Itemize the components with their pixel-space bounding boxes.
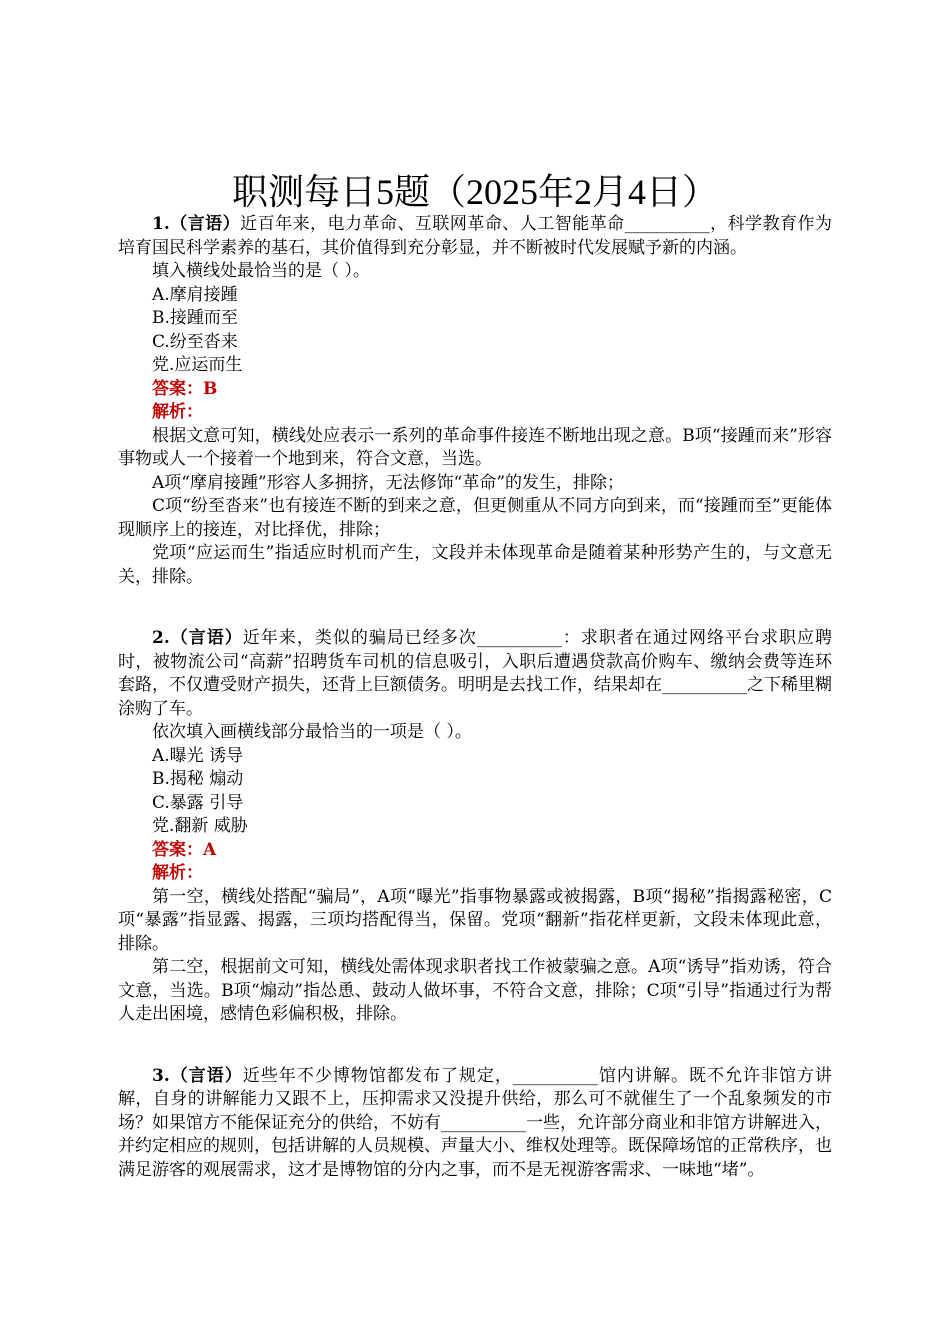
question-text: 近些年不少博物馆都发布了规定，__________馆内讲解。既不允许非馆方讲解，自身的讲解能力又跟不上，压抑需求又没提升供给，那么可不就催生了一个乱象频发的市场？如果馆方不能保证充分的供给，不妨有__________一些，允许部分商业和非馆方讲解进入，并约定相应的规则，包括讲解的人员规模、声量大小、维权处理等。既保障场馆的正常秩序，也满足游客的观展需求，这才是博物馆的分内之事，而不是无视游客需求、一味地“堵”。 bbox=[118, 1065, 833, 1180]
question-number: 3.（言语） bbox=[152, 1065, 243, 1086]
question-1-prompt: 填入横线处最恰当的是（ ）。 bbox=[152, 261, 370, 281]
analysis-paragraph: C项“纷至沓来”也有接连不断的到来之意，但更侧重从不同方向到来，而“接踵而至”更能体现顺序上的接连，对比择优，排除； bbox=[118, 496, 832, 540]
analysis-paragraph: 第一空，横线处搭配“骗局”，A项“曝光”指事物暴露或被揭露，B项“揭秘”指揭露秘密，C项“暴露”指显露、揭露，三项均搭配得当，保留。党项“翻新”指花样更新，文段未体现此意，排除。 bbox=[118, 886, 832, 954]
question-2-stem bbox=[118, 627, 832, 721]
analysis-label: 解析： bbox=[152, 402, 203, 422]
answer-label: 答案：A bbox=[152, 839, 217, 860]
document-body bbox=[118, 213, 832, 1182]
option-a: A.摩肩接踵 bbox=[152, 284, 238, 305]
page-title: 职测每日5题（2025年2月4日） bbox=[231, 172, 718, 212]
option-b: B.接踵而至 bbox=[152, 308, 238, 328]
option-d: 党.翻新 威胁 bbox=[152, 816, 248, 836]
analysis-paragraph: A项“摩肩接踵”形容人多拥挤，无法修饰“革命”的发生，排除； bbox=[152, 472, 625, 493]
answer-label: 答案：B bbox=[152, 378, 218, 399]
question-text: 近百年来，电力革命、互联网革命、人工智能革命__________，科学教育作为培育国民科学素养的基石，其价值得到充分彰显，并不断被时代发展赋予新的内涵。 bbox=[118, 214, 832, 258]
question-1-stem bbox=[118, 213, 832, 260]
question-3-stem bbox=[118, 1065, 832, 1183]
analysis-paragraph: 党项“应运而生”指适应时机而产生，文段并未体现革命是随着某种形势产生的，与文意无关，排除。 bbox=[118, 543, 832, 587]
question-text: 近年来，类似的骗局已经多次__________：求职者在通过网络平台求职应聘时，被物流公司“高薪”招聘货车司机的信息吸引，入职后遭遇贷款高价购车、缴纳会费等连环套路，不仅遭受财产损失，还背上巨额债务。明明是去找工作，结果却在__________之下稀里糊涂购了车。 bbox=[118, 628, 833, 719]
question-number: 2.（言语） bbox=[152, 628, 243, 648]
analysis-label: 解析： bbox=[152, 863, 203, 883]
question-2-prompt: 依次填入画横线部分最恰当的一项是（ ）。 bbox=[152, 722, 472, 742]
option-c: C.暴露 引导 bbox=[152, 792, 244, 813]
analysis-paragraph: 第二空，根据前文可知，横线处需体现求职者找工作被蒙骗之意。A项“诱导”指劝诱，符合文意，当选。B项“煽动”指怂恿、鼓动人做坏事，不符合文意，排除；C项“引导”指通过行为帮人走出困境，感情色彩偏积极，排除。 bbox=[118, 957, 832, 1024]
option-a: A.曝光 诱导 bbox=[152, 745, 244, 766]
question-number: 1.（言语） bbox=[152, 214, 241, 234]
option-d: 党.应运而生 bbox=[152, 355, 243, 375]
option-b: B.揭秘 煽动 bbox=[152, 769, 244, 789]
analysis-paragraph: 根据文意可知，横线处应表示一系列的革命事件接连不断地出现之意。B项“接踵而来”形容事物或人一个接着一个地到来，符合文意，当选。 bbox=[118, 425, 832, 469]
option-c: C.纷至沓来 bbox=[152, 331, 238, 352]
